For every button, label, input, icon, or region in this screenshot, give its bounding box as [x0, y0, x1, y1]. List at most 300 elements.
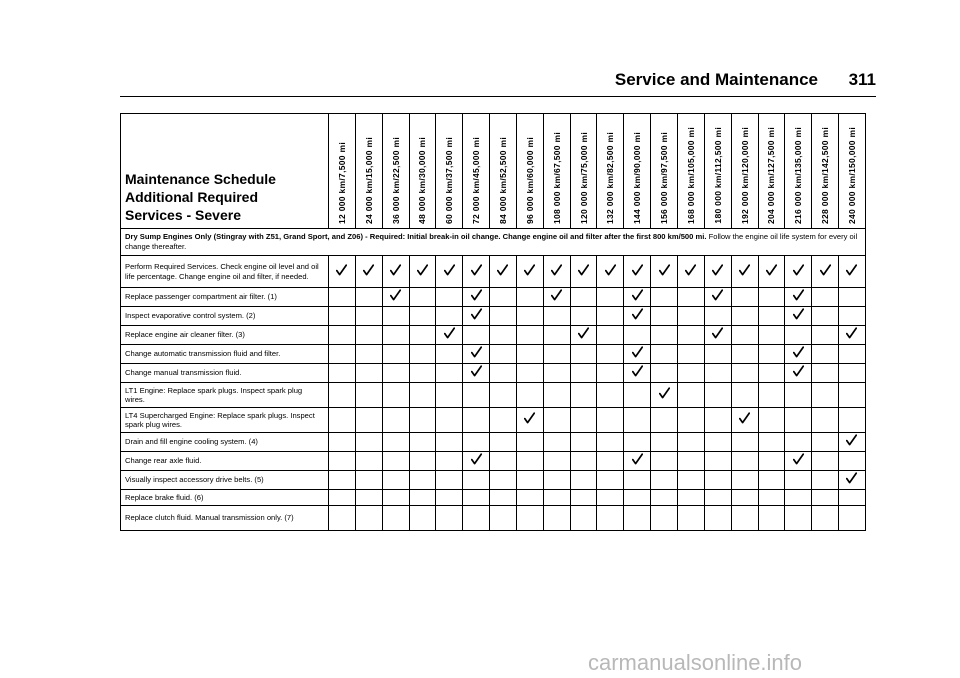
page-header — [120, 68, 876, 97]
interval-cell — [543, 408, 570, 433]
interval-cell — [651, 506, 678, 531]
interval-cell — [516, 452, 543, 471]
interval-cell — [570, 345, 597, 364]
checkmark-icon — [551, 289, 562, 301]
interval-cell — [812, 345, 839, 364]
interval-cell — [570, 471, 597, 490]
checkmark-icon — [471, 453, 482, 465]
watermark: carmanualsonline.info — [588, 650, 803, 675]
interval-cell — [731, 256, 758, 288]
interval-cell — [463, 288, 490, 307]
interval-cell — [704, 452, 731, 471]
interval-cell — [490, 452, 517, 471]
interval-cell — [839, 326, 866, 345]
interval-cell — [839, 452, 866, 471]
interval-cell — [409, 452, 436, 471]
interval-cell — [490, 408, 517, 433]
interval-cell — [651, 307, 678, 326]
interval-cell — [624, 256, 651, 288]
interval-cell — [677, 471, 704, 490]
interval-label: 228 000 km/142,500 mi — [820, 126, 831, 224]
interval-cell — [490, 345, 517, 364]
checkmark-icon — [578, 264, 589, 276]
interval-cell — [382, 452, 409, 471]
interval-cell — [758, 433, 785, 452]
interval-cell — [731, 452, 758, 471]
interval-label: 84 000 km/52,500 mi — [497, 137, 508, 224]
interval-header — [839, 114, 866, 229]
interval-cell — [731, 490, 758, 506]
interval-cell — [329, 345, 356, 364]
service-label: Perform Required Services. Check engine oil level and oil life percentage. Change engine oil and filter, if needed. — [121, 256, 329, 288]
interval-cell — [436, 408, 463, 433]
interval-cell — [543, 288, 570, 307]
interval-label: 216 000 km/135,000 mi — [793, 126, 804, 224]
dry-sump-note-row — [121, 229, 866, 256]
interval-cell — [785, 326, 812, 345]
interval-cell — [785, 471, 812, 490]
service-label: Replace engine air cleaner filter. (3) — [121, 326, 329, 345]
interval-cell — [597, 326, 624, 345]
interval-cell — [355, 345, 382, 364]
interval-cell — [436, 471, 463, 490]
interval-label: 72 000 km/45,000 mi — [471, 137, 482, 224]
interval-cell — [597, 383, 624, 408]
checkmark-icon — [766, 264, 777, 276]
checkmark-icon — [632, 365, 643, 377]
interval-cell — [463, 408, 490, 433]
checkmark-icon — [712, 289, 723, 301]
interval-cell — [516, 345, 543, 364]
interval-cell — [597, 256, 624, 288]
interval-header — [490, 114, 517, 229]
interval-cell — [785, 256, 812, 288]
interval-cell — [543, 307, 570, 326]
interval-cell — [651, 408, 678, 433]
interval-cell — [758, 383, 785, 408]
interval-cell — [785, 364, 812, 383]
interval-cell — [490, 506, 517, 531]
interval-cell — [355, 506, 382, 531]
table-row — [121, 288, 866, 307]
interval-cell — [516, 490, 543, 506]
interval-label: 12 000 km/7,500 mi — [336, 142, 347, 224]
interval-cell — [409, 345, 436, 364]
checkmark-icon — [390, 264, 401, 276]
interval-cell — [812, 307, 839, 326]
checkmark-icon — [497, 264, 508, 276]
checkmark-icon — [471, 346, 482, 358]
checkmark-icon — [793, 346, 804, 358]
interval-cell — [812, 326, 839, 345]
interval-cell — [543, 256, 570, 288]
interval-cell — [355, 490, 382, 506]
interval-header — [677, 114, 704, 229]
interval-cell — [651, 433, 678, 452]
interval-cell — [409, 256, 436, 288]
interval-label: 96 000 km/60,000 mi — [524, 137, 535, 224]
interval-cell — [651, 452, 678, 471]
interval-label: 144 000 km/90,000 mi — [632, 131, 643, 224]
table-title-line: Maintenance Schedule — [125, 171, 276, 187]
interval-cell — [651, 383, 678, 408]
interval-header-row — [121, 114, 866, 229]
interval-cell — [382, 383, 409, 408]
interval-cell — [704, 506, 731, 531]
checkmark-icon — [632, 346, 643, 358]
interval-cell — [597, 506, 624, 531]
interval-cell — [543, 383, 570, 408]
table-row — [121, 433, 866, 452]
interval-cell — [329, 506, 356, 531]
interval-cell — [677, 490, 704, 506]
interval-cell — [839, 506, 866, 531]
checkmark-icon — [632, 453, 643, 465]
interval-cell — [490, 307, 517, 326]
interval-cell — [490, 383, 517, 408]
checkmark-icon — [524, 264, 535, 276]
interval-cell — [436, 364, 463, 383]
interval-cell — [785, 408, 812, 433]
interval-cell — [758, 345, 785, 364]
interval-cell — [785, 288, 812, 307]
interval-cell — [651, 326, 678, 345]
interval-cell — [785, 490, 812, 506]
checkmark-icon — [632, 289, 643, 301]
interval-cell — [355, 433, 382, 452]
interval-cell — [785, 452, 812, 471]
interval-cell — [570, 433, 597, 452]
interval-header — [651, 114, 678, 229]
interval-cell — [677, 288, 704, 307]
interval-cell — [409, 506, 436, 531]
interval-cell — [624, 326, 651, 345]
checkmark-icon — [739, 412, 750, 424]
interval-cell — [624, 433, 651, 452]
table-row — [121, 506, 866, 531]
interval-cell — [731, 364, 758, 383]
interval-cell — [463, 326, 490, 345]
interval-cell — [624, 408, 651, 433]
interval-cell — [355, 326, 382, 345]
checkmark-icon — [846, 264, 857, 276]
interval-header — [463, 114, 490, 229]
interval-cell — [516, 383, 543, 408]
interval-cell — [409, 288, 436, 307]
interval-header — [543, 114, 570, 229]
interval-header — [624, 114, 651, 229]
table-title-line: Additional Required — [125, 189, 258, 205]
interval-cell — [516, 408, 543, 433]
interval-label: 108 000 km/67,500 mi — [551, 131, 562, 224]
interval-cell — [355, 364, 382, 383]
interval-cell — [677, 307, 704, 326]
interval-cell — [839, 471, 866, 490]
interval-cell — [677, 364, 704, 383]
interval-cell — [516, 256, 543, 288]
interval-cell — [543, 326, 570, 345]
checkmark-icon — [444, 327, 455, 339]
checkmark-icon — [336, 264, 347, 276]
interval-cell — [597, 490, 624, 506]
interval-cell — [355, 452, 382, 471]
interval-cell — [382, 326, 409, 345]
interval-cell — [677, 345, 704, 364]
interval-cell — [812, 383, 839, 408]
interval-cell — [463, 433, 490, 452]
interval-label: 204 000 km/127,500 mi — [766, 126, 777, 224]
interval-cell — [731, 506, 758, 531]
interval-cell — [704, 490, 731, 506]
interval-cell — [516, 364, 543, 383]
interval-cell — [490, 326, 517, 345]
interval-cell — [624, 452, 651, 471]
interval-cell — [812, 256, 839, 288]
interval-cell — [758, 408, 785, 433]
interval-cell — [651, 288, 678, 307]
service-label: Replace brake fluid. (6) — [121, 490, 329, 506]
checkmark-icon — [659, 387, 670, 399]
interval-cell — [355, 383, 382, 408]
service-label: Change manual transmission fluid. — [121, 364, 329, 383]
dry-sump-note — [121, 229, 866, 256]
interval-cell — [597, 433, 624, 452]
interval-header — [516, 114, 543, 229]
interval-cell — [731, 471, 758, 490]
interval-label: 192 000 km/120,000 mi — [739, 126, 750, 224]
interval-cell — [329, 383, 356, 408]
table-row — [121, 452, 866, 471]
interval-header — [436, 114, 463, 229]
interval-cell — [758, 452, 785, 471]
interval-cell — [382, 490, 409, 506]
interval-cell — [570, 307, 597, 326]
checkmark-icon — [578, 327, 589, 339]
interval-cell — [570, 506, 597, 531]
interval-cell — [329, 288, 356, 307]
interval-cell — [624, 506, 651, 531]
interval-cell — [731, 345, 758, 364]
interval-cell — [436, 383, 463, 408]
interval-cell — [436, 256, 463, 288]
interval-label: 120 000 km/75,000 mi — [578, 131, 589, 224]
interval-cell — [839, 345, 866, 364]
checkmark-icon — [417, 264, 428, 276]
interval-cell — [329, 408, 356, 433]
checkmark-icon — [632, 308, 643, 320]
interval-cell — [758, 364, 785, 383]
interval-cell — [463, 506, 490, 531]
interval-cell — [839, 408, 866, 433]
checkmark-icon — [363, 264, 374, 276]
interval-cell — [785, 307, 812, 326]
interval-cell — [677, 506, 704, 531]
interval-cell — [597, 408, 624, 433]
table-row — [121, 364, 866, 383]
interval-cell — [490, 364, 517, 383]
interval-cell — [409, 307, 436, 326]
interval-cell — [812, 408, 839, 433]
interval-cell — [382, 307, 409, 326]
interval-cell — [785, 345, 812, 364]
interval-cell — [329, 307, 356, 326]
interval-header — [329, 114, 356, 229]
interval-cell — [704, 345, 731, 364]
interval-cell — [516, 506, 543, 531]
interval-label: 60 000 km/37,500 mi — [444, 137, 455, 224]
interval-cell — [731, 433, 758, 452]
table-title-line: Services - Severe — [125, 207, 241, 223]
interval-cell — [785, 383, 812, 408]
service-label: Replace passenger compartment air filter. (1) — [121, 288, 329, 307]
interval-cell — [436, 433, 463, 452]
interval-cell — [463, 345, 490, 364]
interval-cell — [624, 307, 651, 326]
interval-cell — [677, 452, 704, 471]
interval-cell — [436, 452, 463, 471]
interval-cell — [436, 506, 463, 531]
checkmark-icon — [471, 308, 482, 320]
interval-cell — [570, 452, 597, 471]
interval-cell — [463, 452, 490, 471]
interval-cell — [785, 506, 812, 531]
interval-cell — [490, 490, 517, 506]
interval-cell — [409, 433, 436, 452]
interval-cell — [355, 408, 382, 433]
checkmark-icon — [712, 327, 723, 339]
interval-cell — [758, 288, 785, 307]
table-row — [121, 307, 866, 326]
interval-cell — [812, 506, 839, 531]
service-label: Replace clutch fluid. Manual transmission only. (7) — [121, 506, 329, 531]
interval-cell — [704, 471, 731, 490]
interval-cell — [463, 307, 490, 326]
interval-cell — [382, 506, 409, 531]
interval-cell — [651, 345, 678, 364]
service-label: Change automatic transmission fluid and filter. — [121, 345, 329, 364]
interval-cell — [677, 433, 704, 452]
interval-cell — [409, 383, 436, 408]
interval-cell — [463, 256, 490, 288]
interval-cell — [543, 506, 570, 531]
interval-cell — [651, 471, 678, 490]
interval-cell — [597, 364, 624, 383]
interval-cell — [570, 364, 597, 383]
checkmark-icon — [632, 264, 643, 276]
interval-cell — [570, 288, 597, 307]
interval-cell — [570, 490, 597, 506]
checkmark-icon — [793, 453, 804, 465]
service-label: Inspect evaporative control system. (2) — [121, 307, 329, 326]
interval-cell — [651, 490, 678, 506]
interval-cell — [409, 326, 436, 345]
interval-header — [758, 114, 785, 229]
interval-header — [355, 114, 382, 229]
interval-label: 240 000 km/150,000 mi — [846, 126, 857, 224]
checkmark-icon — [846, 472, 857, 484]
interval-cell — [490, 288, 517, 307]
interval-cell — [624, 471, 651, 490]
interval-cell — [382, 345, 409, 364]
interval-cell — [651, 364, 678, 383]
maintenance-schedule-table — [120, 113, 866, 531]
interval-cell — [704, 408, 731, 433]
checkmark-icon — [471, 365, 482, 377]
checkmark-icon — [793, 289, 804, 301]
interval-cell — [758, 490, 785, 506]
interval-cell — [570, 326, 597, 345]
service-label: LT1 Engine: Replace spark plugs. Inspect spark plug wires. — [121, 383, 329, 408]
checkmark-icon — [793, 308, 804, 320]
interval-cell — [704, 256, 731, 288]
checkmark-icon — [471, 289, 482, 301]
interval-cell — [812, 471, 839, 490]
interval-cell — [812, 490, 839, 506]
interval-header — [785, 114, 812, 229]
checkmark-icon — [659, 264, 670, 276]
interval-cell — [516, 307, 543, 326]
checkmark-icon — [846, 434, 857, 446]
checkmark-icon — [444, 264, 455, 276]
interval-cell — [758, 506, 785, 531]
checkmark-icon — [712, 264, 723, 276]
interval-cell — [329, 490, 356, 506]
interval-header — [382, 114, 409, 229]
checkmark-icon — [685, 264, 696, 276]
interval-cell — [597, 345, 624, 364]
checkmark-icon — [551, 264, 562, 276]
interval-cell — [758, 256, 785, 288]
interval-cell — [624, 490, 651, 506]
interval-header — [731, 114, 758, 229]
service-label: LT4 Supercharged Engine: Replace spark plugs. Inspect spark plug wires. — [121, 408, 329, 433]
interval-cell — [677, 383, 704, 408]
interval-cell — [329, 364, 356, 383]
interval-cell — [543, 471, 570, 490]
interval-cell — [624, 345, 651, 364]
interval-cell — [329, 326, 356, 345]
table-row — [121, 345, 866, 364]
interval-cell — [490, 256, 517, 288]
interval-cell — [436, 490, 463, 506]
interval-cell — [382, 256, 409, 288]
interval-cell — [597, 452, 624, 471]
interval-cell — [543, 345, 570, 364]
table-row — [121, 408, 866, 433]
interval-cell — [704, 307, 731, 326]
interval-cell — [704, 433, 731, 452]
interval-cell — [785, 433, 812, 452]
interval-cell — [329, 433, 356, 452]
interval-cell — [329, 452, 356, 471]
interval-cell — [731, 383, 758, 408]
interval-cell — [382, 288, 409, 307]
checkmark-icon — [390, 289, 401, 301]
interval-cell — [516, 288, 543, 307]
interval-cell — [839, 490, 866, 506]
interval-header — [409, 114, 436, 229]
interval-label: 168 000 km/105,000 mi — [685, 126, 696, 224]
interval-cell — [570, 408, 597, 433]
interval-cell — [382, 408, 409, 433]
service-label: Drain and fill engine cooling system. (4) — [121, 433, 329, 452]
interval-cell — [839, 307, 866, 326]
interval-label: 156 000 km/97,500 mi — [659, 131, 670, 224]
interval-label: 132 000 km/82,500 mi — [605, 131, 616, 224]
interval-cell — [839, 433, 866, 452]
interval-cell — [812, 288, 839, 307]
interval-cell — [597, 288, 624, 307]
